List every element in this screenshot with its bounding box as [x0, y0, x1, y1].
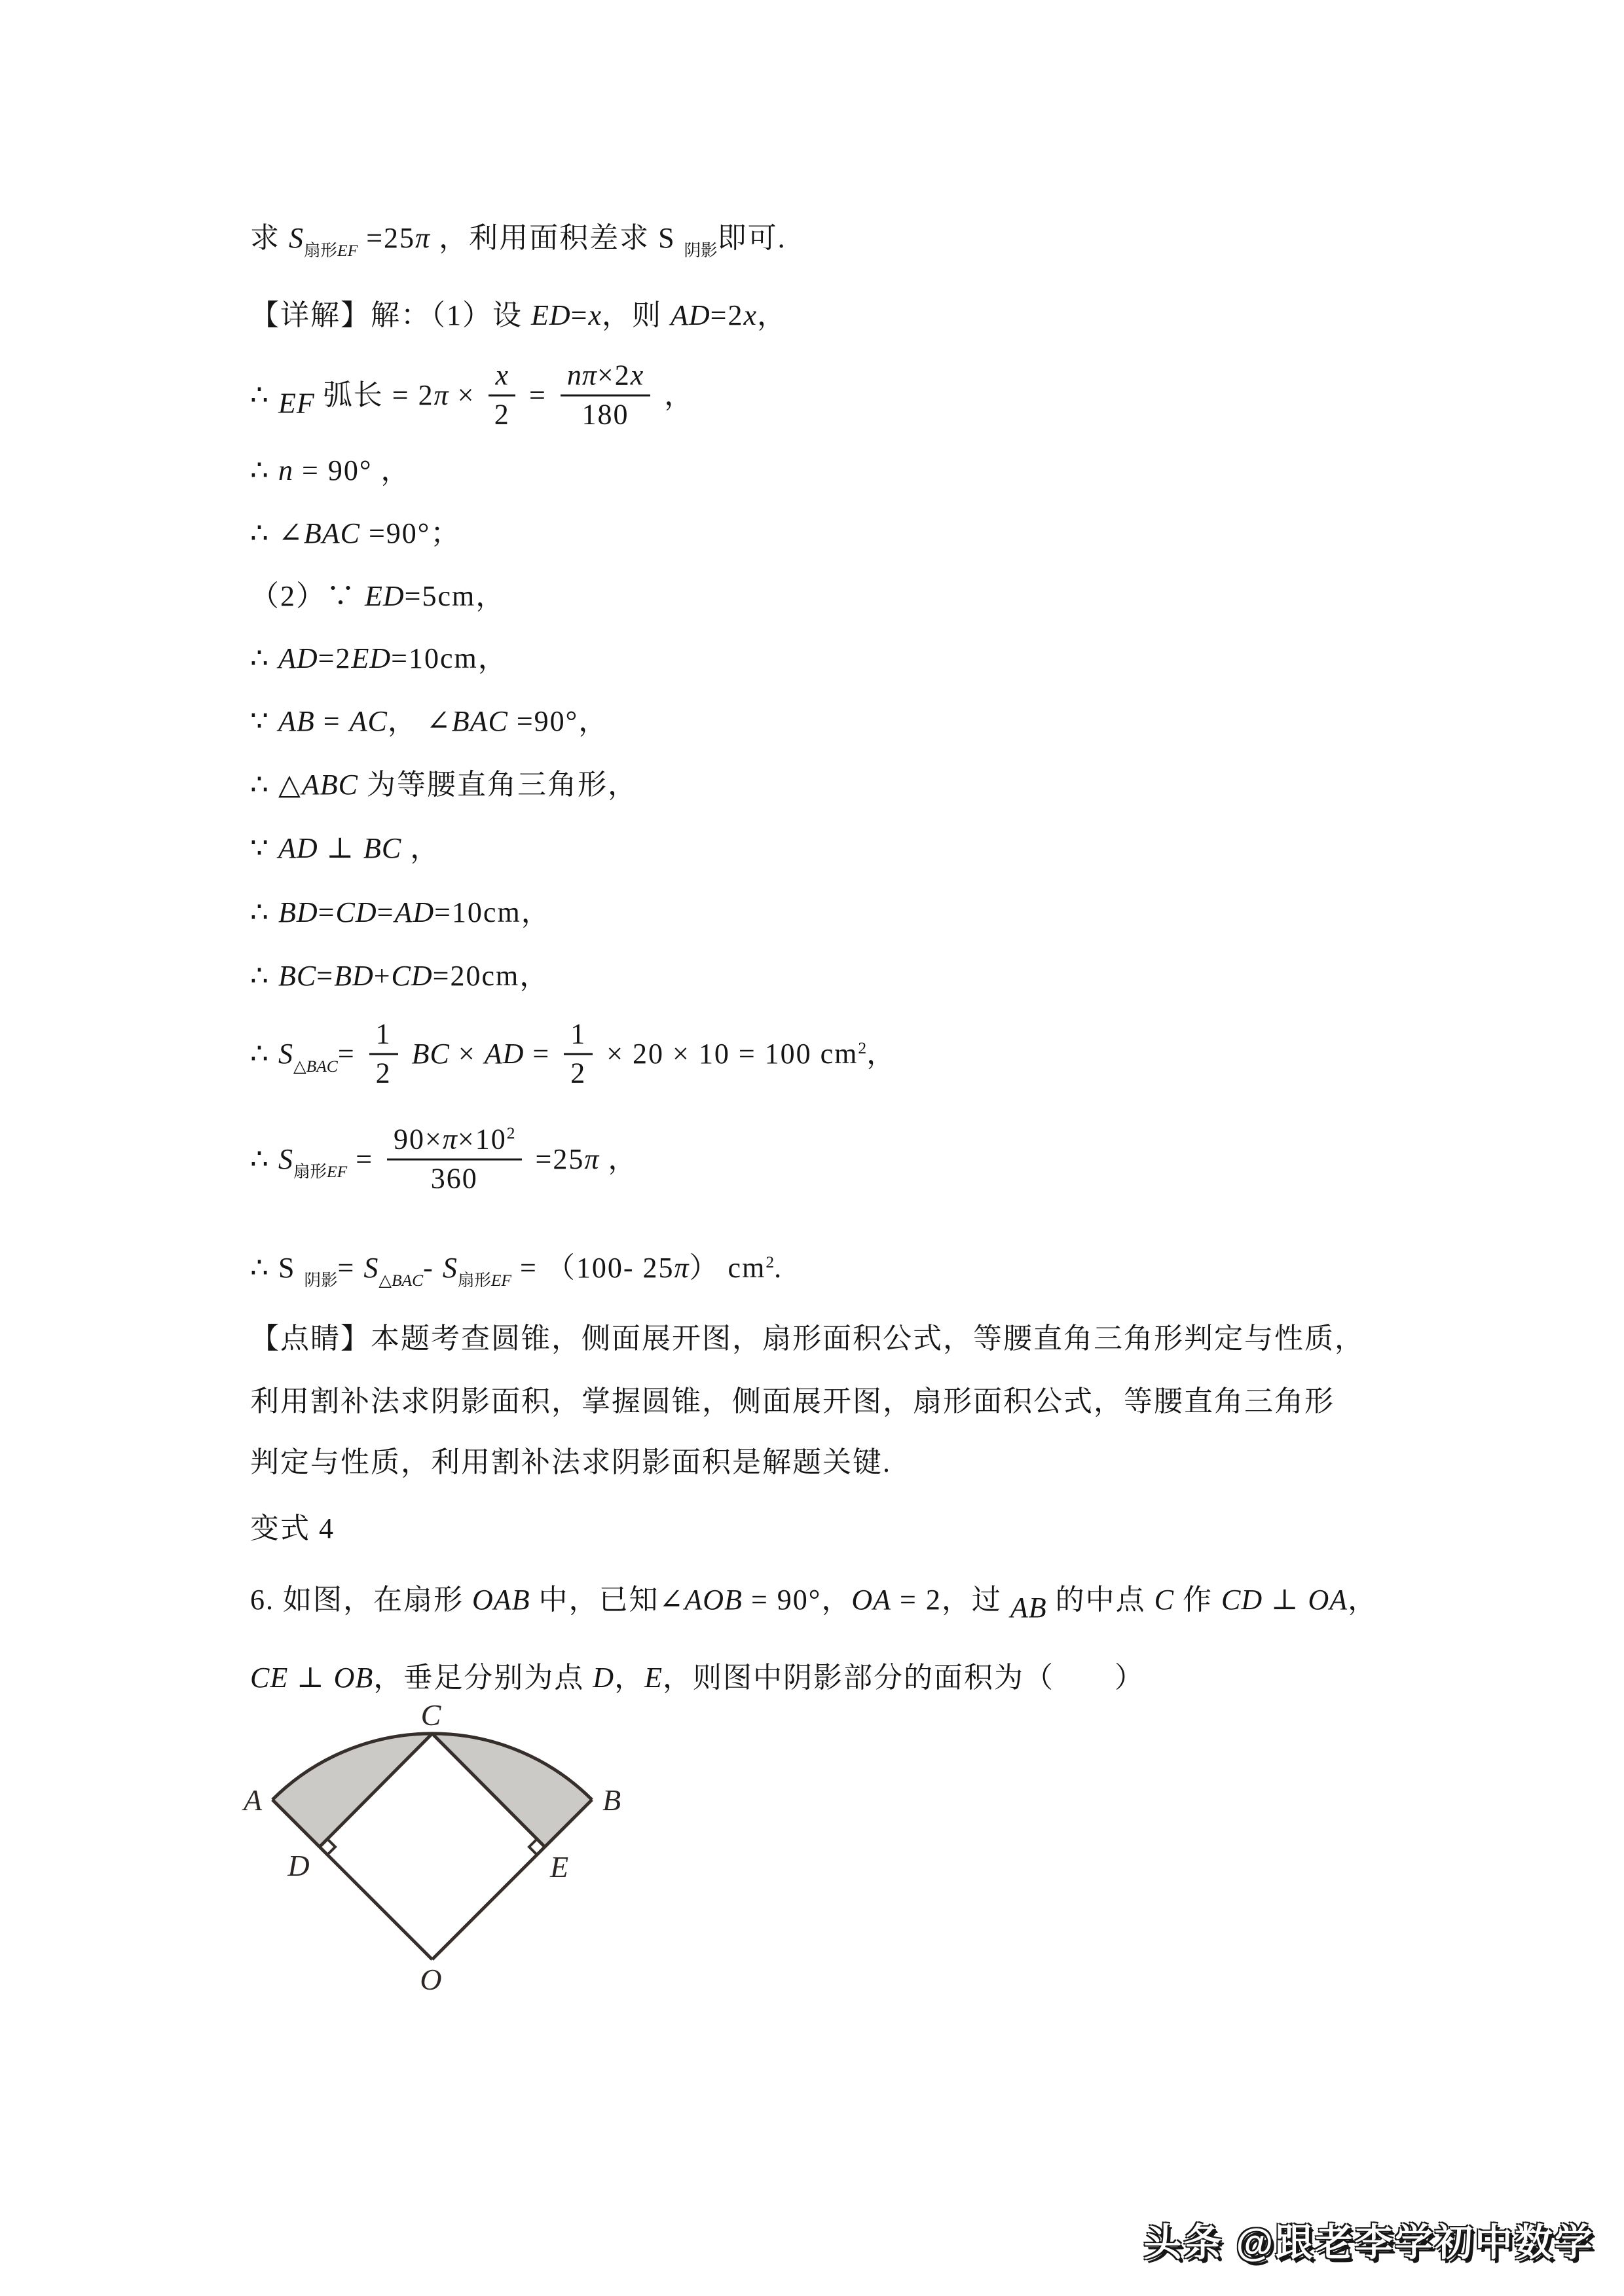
formula-token: × 20 × 10 = 100 cm	[598, 1038, 858, 1070]
formula-token: BD	[334, 960, 374, 992]
formula-token: S	[278, 1038, 293, 1070]
fraction-denominator	[376, 1055, 392, 1090]
formula-token: △	[378, 1270, 392, 1290]
geometry-figure	[196, 1704, 668, 1999]
formula-token: EF	[327, 1161, 348, 1181]
formula-token: x	[588, 299, 602, 331]
formula-token: =	[521, 379, 555, 412]
formula-token: 利用割补法求阴影面积，掌握圆锥，侧面展开图，扇形面积公式，等腰直角三角形	[250, 1385, 1335, 1417]
formula-token: x	[630, 359, 644, 392]
formula-token: ×2	[597, 359, 631, 392]
formula-token: ，	[599, 1143, 638, 1176]
fraction-denominator	[431, 1160, 478, 1195]
shaded-region-left	[272, 1734, 432, 1847]
formula-token: ，	[655, 379, 695, 412]
formula-token: =10cm，	[391, 642, 508, 674]
triangle-area-formula	[250, 1017, 897, 1093]
formula-token: ⊥	[1263, 1583, 1308, 1616]
formula-token: BC	[278, 960, 317, 992]
formula-token: =	[337, 1038, 364, 1070]
formula-token: -	[423, 1252, 443, 1285]
formula-token: 2	[494, 398, 510, 431]
formula-token: ×	[449, 379, 484, 412]
formula-token: ，	[614, 1662, 645, 1694]
variant-heading	[250, 1504, 335, 1546]
formula-token: BAC	[391, 1270, 424, 1290]
formula-token: = 90°，	[742, 1583, 852, 1616]
formula-token: =20cm，	[432, 960, 550, 992]
formula-token: 的中点	[1046, 1583, 1154, 1616]
formula-token: ∴	[250, 1038, 278, 1070]
bc-sum-line	[250, 952, 549, 994]
formula-token: BAC	[306, 1056, 338, 1076]
intro-area-line	[250, 214, 786, 261]
formula-token: 360	[430, 1162, 478, 1195]
question6-line-1	[250, 1576, 1378, 1624]
fraction	[564, 1018, 593, 1090]
formula-token: ∴	[250, 1143, 278, 1176]
formula-token: ∴	[250, 642, 278, 674]
formula-token: π	[442, 1123, 458, 1156]
formula-token: ） cm	[689, 1252, 766, 1285]
isosceles-line	[250, 761, 638, 803]
formula-token: BC	[411, 1038, 450, 1070]
formula-token: ，则图中阴影部分的面积为（ ）	[662, 1662, 1145, 1694]
formula-token: =2	[710, 299, 744, 331]
part2-ed-line	[250, 572, 506, 614]
formula-token: =90°；	[360, 517, 461, 549]
arc-length-formula	[250, 359, 695, 434]
formula-token: 扇形	[457, 1270, 491, 1290]
fraction-denominator	[494, 396, 510, 431]
subscript	[304, 241, 358, 260]
formula-token: ∴	[250, 896, 278, 928]
formula-token: =	[316, 960, 335, 992]
formula-token: AD	[278, 832, 318, 864]
formula-token: AD	[484, 1038, 525, 1070]
formula-token: 求	[250, 222, 289, 255]
formula-token: CD	[1221, 1583, 1263, 1616]
formula-token: EF	[337, 240, 358, 260]
formula-token: ABC	[301, 769, 358, 801]
formula-token: CE	[250, 1662, 289, 1694]
formula-token: =	[377, 896, 395, 928]
formula-token: π	[584, 1143, 600, 1176]
formula-token: =10cm，	[434, 896, 551, 928]
fraction-denominator	[582, 396, 629, 431]
formula-token: 弧长 = 2	[314, 379, 434, 412]
formula-token: ⊥	[318, 832, 364, 864]
fraction-numerator	[564, 1018, 593, 1055]
fraction-numerator	[489, 359, 515, 397]
formula-token: 中，已知∠	[530, 1583, 685, 1616]
label-a: A	[243, 1783, 263, 1817]
formula-token: ∴	[250, 379, 278, 412]
formula-token: ×10	[457, 1123, 507, 1156]
formula-token: △	[293, 1056, 306, 1076]
formula-token: =	[318, 896, 336, 928]
formula-token: 扇形	[293, 1161, 327, 1181]
formula-token: 2	[506, 1123, 515, 1143]
formula-token: BAC	[451, 705, 508, 737]
n-value-line	[250, 446, 411, 488]
formula-token: S	[442, 1252, 458, 1285]
shaded-region-right	[432, 1734, 592, 1847]
formula-token: 2	[858, 1038, 867, 1057]
ab-ac-line	[250, 697, 608, 739]
formula-token: 2	[766, 1252, 775, 1271]
label-b: B	[602, 1783, 621, 1817]
formula-token: AD	[278, 642, 318, 674]
formula-token	[403, 1038, 412, 1070]
formula-token: =	[347, 1143, 382, 1176]
label-o: O	[420, 1963, 442, 1996]
formula-token: 判定与性质，利用割补法求阴影面积是解题关键.	[250, 1446, 891, 1478]
formula-token: OAB	[472, 1583, 530, 1616]
formula-token: BC	[363, 832, 402, 864]
summary-line-2	[250, 1377, 1335, 1419]
subscript	[378, 1271, 423, 1290]
formula-token: ×	[449, 1038, 485, 1070]
formula-token: ，则	[602, 299, 671, 331]
label-d: D	[287, 1849, 310, 1882]
formula-token: EF	[490, 1270, 512, 1290]
subscript	[684, 241, 718, 260]
formula-token: 180	[581, 398, 629, 431]
summary-line-3	[250, 1438, 891, 1480]
formula-token: AB	[1010, 1592, 1047, 1624]
formula-token: 为等腰直角三角形，	[358, 769, 638, 801]
formula-token: 90×	[394, 1123, 443, 1156]
formula-token: ∴	[250, 960, 278, 992]
formula-token: =2	[318, 642, 352, 674]
bd-cd-line	[250, 888, 551, 930]
formula-token: ∵	[250, 705, 278, 737]
formula-token: C	[1154, 1583, 1174, 1616]
formula-token: =	[524, 1038, 559, 1070]
formula-token: π	[674, 1252, 690, 1285]
formula-token: ，	[401, 832, 441, 864]
formula-token: OB	[333, 1662, 374, 1694]
formula-token: AD	[671, 299, 710, 331]
formula-token: .	[774, 1252, 783, 1285]
formula-token: 即可.	[717, 222, 786, 255]
formula-token: AB	[278, 705, 315, 737]
formula-token: OA	[851, 1583, 892, 1616]
fraction	[489, 359, 515, 431]
shaded-area-result	[250, 1244, 783, 1291]
formula-token: π	[415, 222, 431, 255]
formula-token: 作	[1173, 1583, 1221, 1616]
formula-token: 阴影	[684, 240, 718, 260]
formula-token: =	[570, 299, 589, 331]
formula-token: ，	[866, 1038, 897, 1070]
ad-value-line	[250, 634, 508, 676]
formula-token: AC	[349, 705, 388, 737]
ad-perp-line	[250, 824, 440, 866]
formula-token: π	[434, 379, 449, 412]
formula-token: = 2，过	[891, 1583, 1010, 1616]
fraction	[387, 1123, 521, 1195]
formula-token: =25	[526, 1143, 585, 1176]
formula-token: S	[289, 222, 304, 255]
fraction	[561, 359, 650, 431]
formula-token: x	[743, 299, 758, 331]
formula-token: ∴ S	[250, 1252, 304, 1285]
fraction	[369, 1018, 398, 1090]
sector-oab-figure	[196, 1704, 668, 1999]
formula-token: 阴影	[304, 1270, 338, 1290]
formula-token: ∴ ∠	[250, 517, 304, 549]
subscript	[458, 1271, 511, 1290]
formula-token: 2	[375, 1057, 392, 1089]
sector-area-formula	[250, 1123, 638, 1198]
formula-token: =25	[358, 222, 416, 255]
formula-token: E	[644, 1662, 663, 1694]
formula-token: 【点睛】本题考查圆锥，侧面展开图，扇形面积公式，等腰直角三角形判定与性质，	[250, 1322, 1365, 1355]
formula-token: = （100- 25	[511, 1252, 674, 1285]
right-angle-mark-e	[529, 1839, 537, 1855]
formula-token: =	[337, 1252, 364, 1285]
fraction-denominator	[570, 1055, 586, 1090]
formula-token: 1	[570, 1017, 587, 1050]
angle-bac-line	[250, 509, 460, 551]
formula-token: n	[278, 454, 293, 486]
formula-token: ∵	[250, 832, 278, 864]
summary-line-1	[250, 1315, 1365, 1357]
formula-token: S	[363, 1252, 379, 1285]
formula-token: 1	[375, 1017, 392, 1050]
question6-line-2	[250, 1654, 1145, 1696]
formula-token: ED	[365, 580, 405, 612]
detail-line-1	[250, 291, 787, 333]
formula-token: CD	[391, 960, 433, 992]
formula-token: OA	[1308, 1583, 1348, 1616]
formula-token: nπ	[566, 359, 597, 392]
toutiao-watermark: 头条 @跟老李学初中数学	[1143, 2221, 1595, 2264]
formula-token: ，	[1348, 1583, 1378, 1616]
formula-token: BD	[278, 896, 318, 928]
formula-token: =5cm，	[404, 580, 506, 612]
subscript	[293, 1162, 347, 1181]
formula-token: ∴ △	[250, 769, 302, 801]
formula-token: ⊥	[288, 1662, 334, 1694]
formula-token: =90°，	[507, 705, 609, 737]
right-angle-mark-d	[327, 1839, 335, 1855]
formula-token: ，	[757, 299, 788, 331]
formula-token: 6. 如图，在扇形	[250, 1583, 472, 1616]
formula-token: ，利用面积差求 S	[430, 222, 684, 255]
formula-token: EF	[278, 387, 315, 420]
formula-token: AOB	[684, 1583, 743, 1616]
formula-token: （2）∵	[250, 580, 365, 612]
label-e: E	[549, 1850, 569, 1884]
formula-token: = 90° ，	[293, 454, 411, 486]
formula-token: CD	[335, 896, 377, 928]
formula-token: x	[495, 359, 509, 392]
formula-token: AD	[394, 896, 435, 928]
formula-token: 变式 4	[250, 1512, 335, 1544]
formula-token: ，垂足分别为点	[373, 1662, 593, 1694]
formula-token: =	[314, 705, 350, 737]
fraction-numerator	[561, 359, 650, 397]
subscript	[293, 1057, 338, 1076]
formula-token: BAC	[303, 517, 360, 549]
formula-token: 【详解】解：（1）设	[250, 299, 531, 331]
formula-token: 2	[570, 1057, 587, 1089]
formula-token: ED	[531, 299, 571, 331]
formula-token: ， ∠	[387, 705, 452, 737]
fraction-numerator	[369, 1018, 398, 1055]
fraction-numerator	[387, 1123, 521, 1161]
formula-token: +	[373, 960, 392, 992]
formula-token: D	[593, 1662, 615, 1694]
subscript	[304, 1271, 337, 1290]
formula-token: ED	[351, 642, 392, 674]
formula-token: 扇形	[304, 240, 338, 260]
formula-token: S	[278, 1143, 293, 1176]
formula-token: ∴	[250, 454, 278, 486]
label-c: C	[420, 1704, 441, 1732]
